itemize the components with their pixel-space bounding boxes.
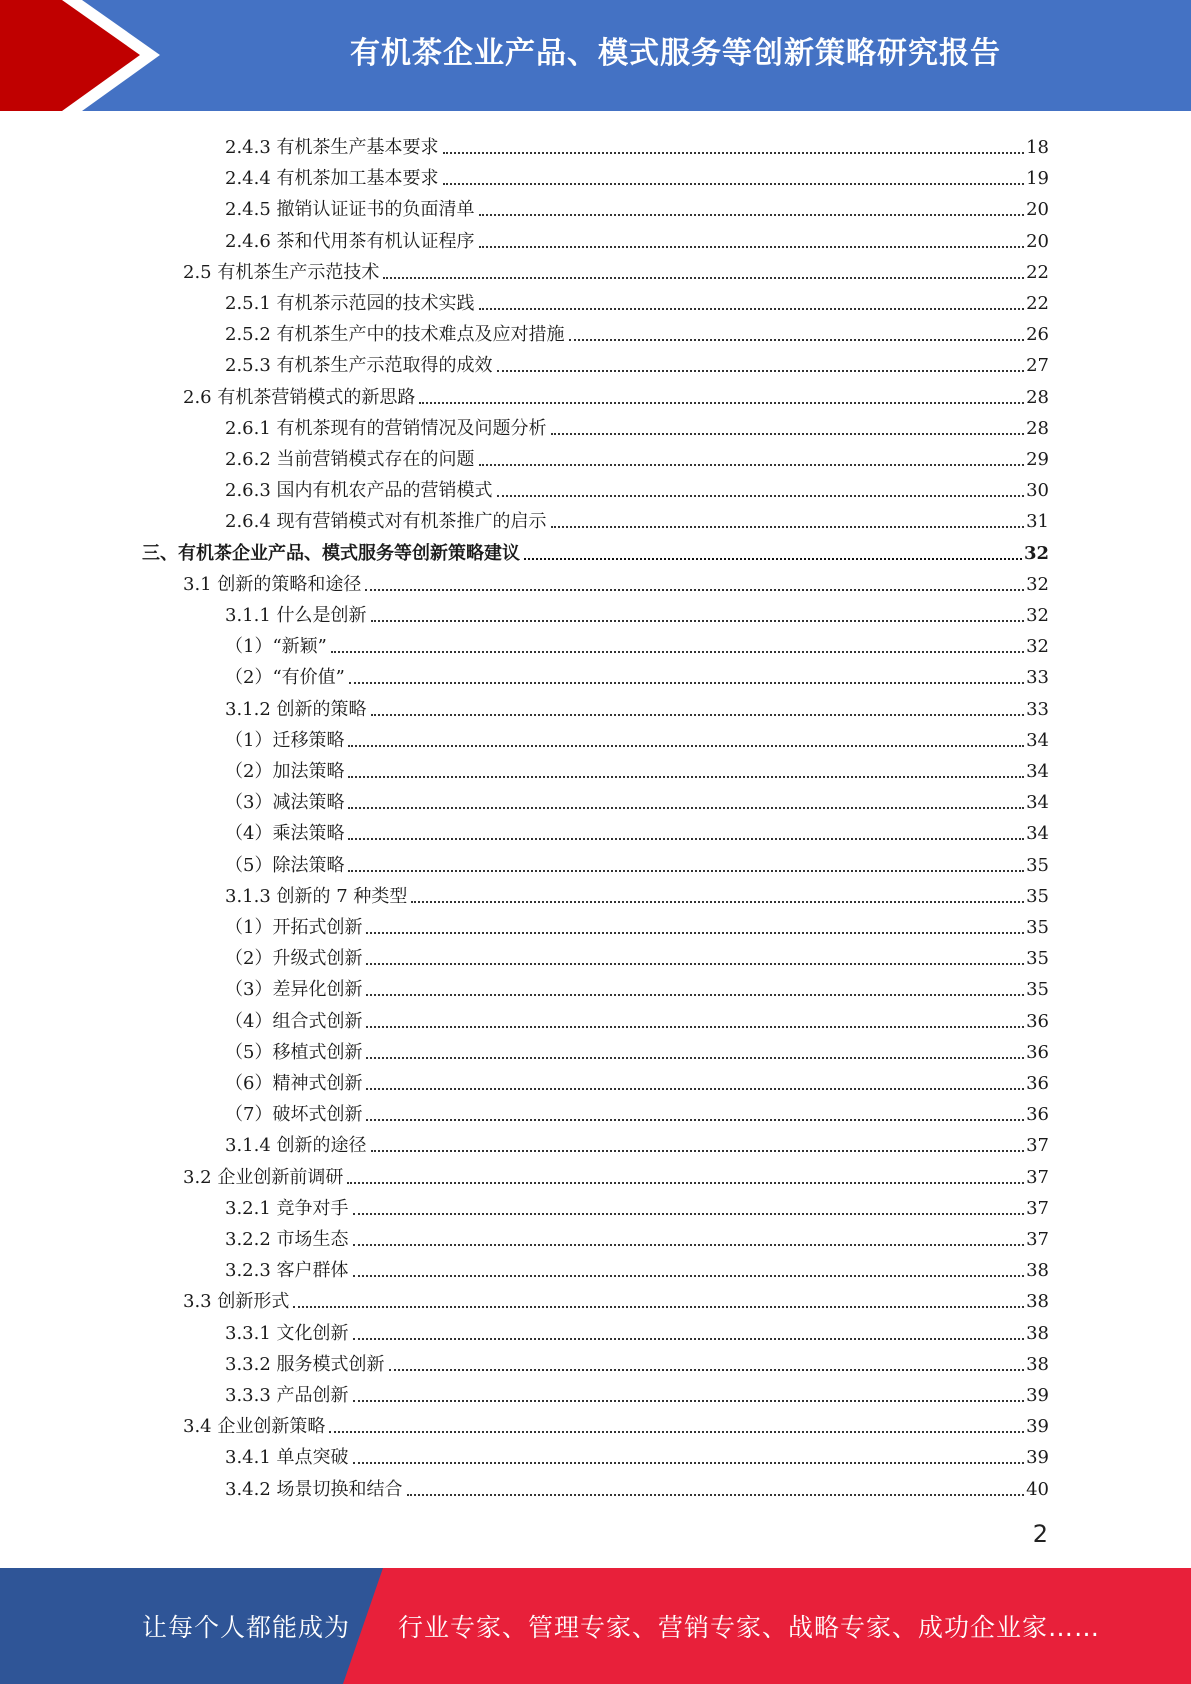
toc-entry-title: （4）组合式创新 bbox=[225, 1010, 363, 1032]
toc-entry-title: （6）精神式创新 bbox=[225, 1073, 363, 1094]
report-title: 有机茶企业产品、模式服务等创新策略研究报告 bbox=[350, 36, 1001, 71]
toc-entry-title: 3.4 企业创新策略 bbox=[183, 1416, 326, 1438]
toc-entry-title: 2.6 有机茶营销模式的新思路 bbox=[183, 386, 416, 408]
toc-entry[interactable] bbox=[225, 315, 1049, 346]
toc-entry-page: 28 bbox=[1026, 386, 1049, 408]
toc-entry[interactable] bbox=[225, 1220, 1049, 1251]
toc-entry-title: 2.5 有机茶生产示范技术 bbox=[183, 261, 380, 283]
toc-dot-leader bbox=[497, 370, 1025, 372]
toc-dot-leader bbox=[569, 339, 1025, 341]
toc-dot-leader bbox=[349, 682, 1024, 684]
toc-entry[interactable] bbox=[225, 190, 1049, 221]
toc-entry[interactable] bbox=[225, 658, 1049, 689]
toc-dot-leader bbox=[479, 308, 1025, 310]
toc-entry-page: 22 bbox=[1026, 261, 1049, 283]
header-arrow-decoration bbox=[0, 0, 160, 111]
toc-dot-leader bbox=[329, 1431, 1024, 1433]
toc-entry[interactable] bbox=[225, 814, 1049, 845]
toc-entry-title: 3.4.1 单点突破 bbox=[225, 1447, 349, 1469]
toc-dot-leader bbox=[347, 1182, 1024, 1184]
toc-dot-leader bbox=[524, 558, 1022, 560]
toc-entry-page: 36 bbox=[1026, 1010, 1049, 1032]
toc-entry[interactable] bbox=[225, 1095, 1049, 1126]
toc-dot-leader bbox=[366, 1057, 1024, 1059]
toc-entry-title: 2.5.3 有机茶生产示范取得的成效 bbox=[225, 355, 493, 377]
toc-entry[interactable] bbox=[225, 721, 1049, 752]
toc-entry-title: 3.3.3 产品创新 bbox=[225, 1385, 349, 1406]
toc-entry-title: 2.4.5 撤销认证证书的负面清单 bbox=[225, 199, 475, 221]
toc-entry[interactable] bbox=[225, 1345, 1049, 1376]
toc-dot-leader bbox=[407, 1494, 1025, 1496]
toc-dot-leader bbox=[366, 994, 1024, 996]
toc-entry[interactable] bbox=[225, 159, 1049, 190]
toc-entry-page: 26 bbox=[1026, 324, 1049, 346]
toc-entry[interactable] bbox=[225, 627, 1049, 658]
toc-entry-page: 36 bbox=[1026, 1073, 1049, 1094]
toc-entry-page: 34 bbox=[1026, 792, 1049, 814]
toc-entry-title: 3.1.1 什么是创新 bbox=[225, 605, 367, 626]
toc-dot-leader bbox=[419, 402, 1024, 404]
toc-dot-leader bbox=[371, 620, 1025, 622]
toc-entry-page: 31 bbox=[1026, 511, 1049, 533]
toc-entry[interactable] bbox=[225, 346, 1049, 377]
toc-entry-page: 36 bbox=[1026, 1041, 1049, 1063]
toc-entry-title: （3）差异化创新 bbox=[225, 979, 363, 1001]
toc-entry-title: （1）“新颖” bbox=[225, 636, 327, 658]
toc-entry-page: 33 bbox=[1026, 698, 1049, 720]
toc-entry-page: 35 bbox=[1026, 948, 1049, 970]
toc-entry[interactable] bbox=[225, 908, 1049, 939]
toc-entry-page: 20 bbox=[1026, 199, 1049, 221]
toc-dot-leader bbox=[371, 1150, 1025, 1152]
toc-entry[interactable] bbox=[225, 1189, 1049, 1220]
toc-entry[interactable] bbox=[142, 534, 1049, 565]
toc-entry-title: 3.1.2 创新的策略 bbox=[225, 698, 367, 720]
toc-dot-leader bbox=[366, 932, 1024, 934]
toc-entry[interactable] bbox=[225, 440, 1049, 471]
toc-entry-title: （7）破坏式创新 bbox=[225, 1104, 363, 1126]
page-number: 2 bbox=[1032, 1520, 1048, 1548]
toc-dot-leader bbox=[366, 1088, 1024, 1090]
toc-entry[interactable] bbox=[183, 1407, 1049, 1438]
toc-entry-page: 32 bbox=[1023, 542, 1049, 564]
toc-entry-title: 2.6.4 现有营销模式对有机茶推广的启示 bbox=[225, 511, 547, 533]
toc-entry-page: 32 bbox=[1026, 636, 1049, 658]
toc-entry-page: 22 bbox=[1026, 293, 1049, 314]
toc-entry-page: 33 bbox=[1026, 667, 1049, 689]
toc-entry-title: 2.6.1 有机茶现有的营销情况及问题分析 bbox=[225, 417, 547, 439]
toc-dot-leader bbox=[551, 526, 1025, 528]
footer-slogan-left: 让每个人都能成为 bbox=[142, 1613, 351, 1642]
toc-dot-leader bbox=[353, 1275, 1025, 1277]
toc-entry-page: 38 bbox=[1026, 1353, 1049, 1375]
toc-entry[interactable] bbox=[225, 1376, 1049, 1407]
footer-slogan-right: 行业专家、管理专家、营销专家、战略专家、成功企业家…… bbox=[398, 1613, 1101, 1642]
toc-entry-title: 3.2.3 客户群体 bbox=[225, 1260, 349, 1282]
toc-entry[interactable] bbox=[225, 877, 1049, 908]
toc-entry-page: 34 bbox=[1026, 729, 1049, 751]
toc-entry[interactable] bbox=[225, 1438, 1049, 1469]
toc-entry[interactable] bbox=[183, 253, 1049, 284]
toc-dot-leader bbox=[348, 870, 1024, 872]
toc-entry-page: 38 bbox=[1026, 1322, 1049, 1344]
toc-dot-leader bbox=[348, 745, 1024, 747]
toc-dot-leader bbox=[365, 589, 1024, 591]
toc-entry[interactable] bbox=[225, 502, 1049, 533]
toc-entry-title: （5）除法策略 bbox=[225, 854, 345, 876]
toc-dot-leader bbox=[479, 214, 1025, 216]
toc-entry-title: 3.1.4 创新的途径 bbox=[225, 1135, 367, 1157]
toc-entry[interactable] bbox=[225, 1064, 1049, 1095]
toc-dot-leader bbox=[353, 1462, 1025, 1464]
toc-dot-leader bbox=[551, 433, 1025, 435]
toc-dot-leader bbox=[383, 277, 1024, 279]
toc-dot-leader bbox=[353, 1400, 1025, 1402]
toc-dot-leader bbox=[348, 807, 1024, 809]
toc-entry[interactable] bbox=[225, 1002, 1049, 1033]
toc-dot-leader bbox=[366, 1119, 1024, 1121]
toc-dot-leader bbox=[353, 1213, 1025, 1215]
toc-entry[interactable] bbox=[225, 1033, 1049, 1064]
toc-entry[interactable] bbox=[225, 1251, 1049, 1282]
toc-entry-page: 37 bbox=[1026, 1229, 1049, 1250]
toc-entry-page: 39 bbox=[1026, 1447, 1049, 1469]
toc-entry[interactable] bbox=[225, 690, 1049, 721]
toc-entry[interactable] bbox=[225, 752, 1049, 783]
toc-dot-leader bbox=[443, 152, 1025, 154]
toc-entry-page: 35 bbox=[1026, 885, 1049, 907]
toc-entry-page: 27 bbox=[1026, 355, 1049, 377]
toc-dot-leader bbox=[348, 776, 1024, 778]
toc-entry-title: 2.5.1 有机茶示范园的技术实践 bbox=[225, 293, 475, 314]
toc-entry-page: 20 bbox=[1026, 230, 1049, 252]
toc-entry[interactable] bbox=[183, 378, 1049, 409]
toc-entry-page: 38 bbox=[1026, 1260, 1049, 1282]
toc-entry-page: 30 bbox=[1026, 480, 1049, 502]
toc-entry[interactable] bbox=[225, 471, 1049, 502]
toc-entry[interactable] bbox=[225, 846, 1049, 877]
toc-entry-page: 35 bbox=[1026, 917, 1049, 938]
toc-entry-title: （1）开拓式创新 bbox=[225, 917, 363, 938]
toc-entry-title: （3）减法策略 bbox=[225, 792, 345, 814]
toc-entry-page: 18 bbox=[1026, 137, 1049, 158]
toc-entry[interactable] bbox=[225, 970, 1049, 1001]
toc-dot-leader bbox=[353, 1338, 1025, 1340]
toc-dot-leader bbox=[479, 246, 1025, 248]
toc-entry[interactable] bbox=[183, 1282, 1049, 1313]
toc-entry[interactable] bbox=[225, 939, 1049, 970]
page-header bbox=[0, 0, 1191, 111]
toc-entry[interactable] bbox=[225, 284, 1049, 315]
toc-dot-leader bbox=[443, 183, 1025, 185]
toc-entry-title: 2.4.6 茶和代用茶有机认证程序 bbox=[225, 230, 475, 252]
toc-entry-title: 3.3.1 文化创新 bbox=[225, 1322, 349, 1344]
toc-entry[interactable] bbox=[225, 128, 1049, 159]
toc-entry-title: （5）移植式创新 bbox=[225, 1041, 363, 1063]
toc-entry[interactable] bbox=[225, 222, 1049, 253]
toc-entry-page: 32 bbox=[1026, 573, 1049, 595]
toc-entry-title: （2）升级式创新 bbox=[225, 948, 363, 970]
toc-dot-leader bbox=[371, 714, 1025, 716]
toc-entry-page: 34 bbox=[1026, 823, 1049, 845]
toc-entry-page: 37 bbox=[1026, 1166, 1049, 1188]
toc-entry-page: 35 bbox=[1026, 979, 1049, 1001]
toc-entry[interactable] bbox=[225, 1470, 1049, 1501]
toc-entry-title: 2.4.4 有机茶加工基本要求 bbox=[225, 168, 439, 190]
toc-entry-page: 32 bbox=[1026, 605, 1049, 626]
toc-entry[interactable] bbox=[225, 1126, 1049, 1157]
toc-entry-title: 3.2.1 竞争对手 bbox=[225, 1197, 349, 1219]
toc-entry-title: 3.3 创新形式 bbox=[183, 1291, 290, 1313]
toc-entry-title: 3.1.3 创新的 7 种类型 bbox=[225, 885, 408, 907]
toc-entry-page: 38 bbox=[1026, 1291, 1049, 1313]
toc-entry-page: 36 bbox=[1026, 1104, 1049, 1126]
toc-entry[interactable] bbox=[225, 1314, 1049, 1345]
page-footer bbox=[0, 1568, 1191, 1684]
toc-entry-page: 39 bbox=[1026, 1385, 1049, 1406]
toc-entry-page: 29 bbox=[1026, 449, 1049, 470]
toc-entry-title: 2.6.2 当前营销模式存在的问题 bbox=[225, 449, 475, 470]
toc-entry-page: 28 bbox=[1026, 417, 1049, 439]
toc-dot-leader bbox=[389, 1369, 1025, 1371]
toc-dot-leader bbox=[353, 1244, 1025, 1246]
toc-entry[interactable] bbox=[225, 783, 1049, 814]
toc-entry-page: 35 bbox=[1026, 854, 1049, 876]
toc-entry-title: 3.1 创新的策略和途径 bbox=[183, 573, 362, 595]
toc-entry-title: 2.6.3 国内有机农产品的营销模式 bbox=[225, 480, 493, 502]
toc-dot-leader bbox=[348, 838, 1024, 840]
toc-entry-page: 37 bbox=[1026, 1197, 1049, 1219]
toc-entry-page: 39 bbox=[1026, 1416, 1049, 1438]
toc-entry-title: （4）乘法策略 bbox=[225, 823, 345, 845]
toc-entry-title: （2）加法策略 bbox=[225, 761, 345, 782]
toc-entry-title: （1）迁移策略 bbox=[225, 729, 345, 751]
toc-entry-page: 19 bbox=[1026, 168, 1049, 190]
toc-entry-title: 3.3.2 服务模式创新 bbox=[225, 1353, 385, 1375]
toc-entry[interactable] bbox=[225, 409, 1049, 440]
toc-dot-leader bbox=[411, 901, 1024, 903]
toc-dot-leader bbox=[366, 963, 1024, 965]
toc-dot-leader bbox=[293, 1306, 1024, 1308]
toc-entry-page: 34 bbox=[1026, 761, 1049, 782]
toc-entry-title: 三、有机茶企业产品、模式服务等创新策略建议 bbox=[142, 542, 520, 564]
toc-entry-title: 2.4.3 有机茶生产基本要求 bbox=[225, 137, 439, 158]
toc-entry-title: 2.5.2 有机茶生产中的技术难点及应对措施 bbox=[225, 324, 565, 346]
toc-dot-leader bbox=[331, 651, 1024, 653]
toc-entry[interactable] bbox=[183, 1158, 1049, 1189]
toc-entry-title: 3.2.2 市场生态 bbox=[225, 1229, 349, 1250]
toc-entry-page: 37 bbox=[1026, 1135, 1049, 1157]
toc-dot-leader bbox=[497, 495, 1025, 497]
toc-entry-title: （2）“有价值” bbox=[225, 667, 345, 689]
toc-entry[interactable] bbox=[225, 596, 1049, 627]
toc-entry[interactable] bbox=[183, 565, 1049, 596]
toc-entry-title: 3.2 企业创新前调研 bbox=[183, 1166, 344, 1188]
toc-dot-leader bbox=[366, 1026, 1024, 1028]
toc-dot-leader bbox=[479, 464, 1025, 466]
toc-entry-title: 3.4.2 场景切换和结合 bbox=[225, 1478, 403, 1500]
toc-entry-page: 40 bbox=[1026, 1478, 1049, 1500]
